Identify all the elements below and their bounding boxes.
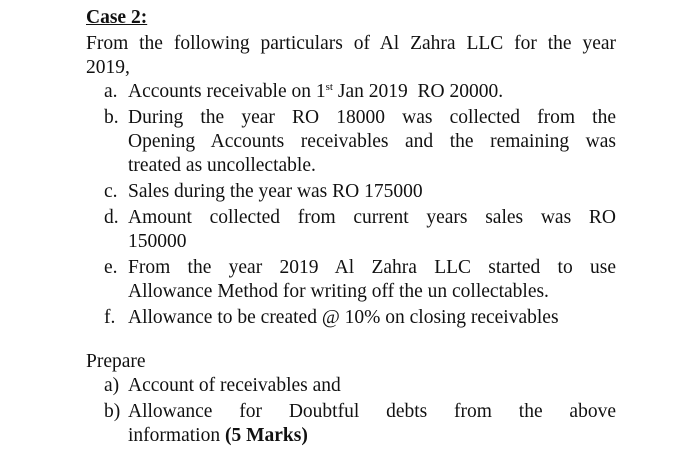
list-item-text: Allowance to be created @ 10% on closing receivables	[128, 307, 559, 328]
list-item	[104, 180, 616, 204]
item-d-line-2: 150000	[128, 231, 187, 252]
case-title: Case 2:	[86, 7, 148, 28]
list-marker: f.	[104, 307, 116, 328]
list-item-text	[128, 256, 616, 304]
task-b-line-2-text: information	[128, 425, 225, 446]
list-item	[104, 206, 616, 254]
list-marker: a)	[104, 375, 120, 396]
list-item-text: Account of receivables and	[128, 375, 341, 396]
list-item	[104, 256, 616, 304]
list-marker: c.	[104, 181, 118, 202]
intro-line-2: 2019,	[86, 57, 130, 78]
list-item-text	[128, 206, 616, 254]
item-a-text-pre: Accounts receivable on 1	[128, 81, 326, 102]
list-item-text: Sales during the year was RO 175000	[128, 181, 423, 202]
list-item	[104, 400, 616, 448]
case-intro	[86, 32, 616, 80]
particulars-list	[104, 80, 616, 332]
list-item	[104, 80, 616, 104]
item-b-line-3: treated as uncollectable.	[128, 155, 316, 176]
item-a-text-post: Jan 2019 RO 20000.	[332, 81, 504, 102]
task-b-line-1: Allowance for Doubtful debts from the above	[128, 401, 616, 422]
list-marker: d.	[104, 207, 119, 228]
list-item-text	[128, 80, 616, 104]
marks-label: (5 Marks)	[224, 425, 308, 446]
list-item-text	[128, 106, 616, 178]
list-marker: b)	[104, 401, 121, 422]
list-item	[104, 374, 616, 398]
item-b-line-2: Opening Accounts receivables and the remaining was	[128, 131, 616, 152]
list-marker: b.	[104, 107, 119, 128]
item-d-line-1: Amount collected from current years sales was RO	[128, 207, 616, 228]
item-b-line-1: During the year RO 18000 was collected from the	[128, 107, 616, 128]
tasks-list	[104, 374, 616, 450]
list-marker: e.	[104, 257, 118, 278]
list-item	[104, 306, 616, 330]
list-item	[104, 106, 616, 178]
intro-line-1: From the following particulars of Al Zahra LLC for the year	[86, 33, 616, 54]
ordinal-suffix: st	[325, 81, 333, 93]
prepare-heading: Prepare	[86, 351, 146, 372]
list-item-text	[128, 400, 616, 448]
item-e-line-1: From the year 2019 Al Zahra LLC started to use	[128, 257, 616, 278]
item-e-line-2: Allowance Method for writing off the un collectables.	[128, 281, 549, 302]
task-b-line-2	[128, 424, 616, 448]
list-marker: a.	[104, 81, 118, 102]
